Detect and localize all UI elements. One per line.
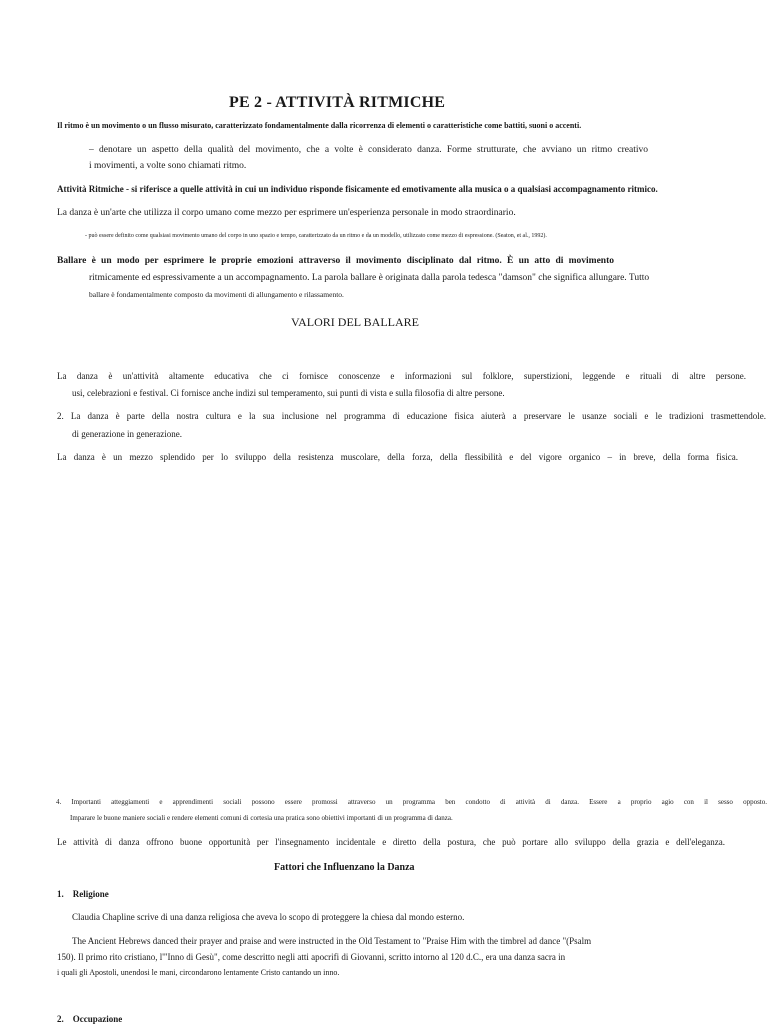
intro-paragraph: Il ritmo è un movimento o un flusso misurato, caratterizzato fondamentalmente dalla ricorrenza di elementi o caratteristiche come battiti, suoni o accenti. <box>57 121 582 130</box>
valori-item-1-line-1: La danza è un'attività altamente educativa che ci fornisce conoscenze e informazioni sul folklore, superstizioni, leggende e rituali di altre persone. <box>57 371 746 381</box>
attivita-ritmiche-definition: Attività Ritmiche - si riferisce a quelle attività in cui un individuo risponde fisicamente ed emotivamente alla musica o a qualsiasi accompagnamento ritmico. <box>57 184 658 194</box>
valori-item-5: Le attività di danza offrono buone opportunità per l'insegnamento incidentale e diretto della postura, che può portare allo sviluppo della grazia e dell'eleganza. <box>57 837 725 847</box>
danza-arte-paragraph: La danza è un'arte che utilizza il corpo umano come mezzo per esprimere un'esperienza personale in modo straordinario. <box>57 208 516 218</box>
occupazione-label: 2. Occupazione <box>57 1014 123 1024</box>
religione-label: 1. Religione <box>57 889 109 899</box>
valori-item-2-line-2: di generazione in generazione. <box>72 429 182 439</box>
valori-heading: VALORI DEL BALLARE <box>291 315 419 329</box>
page-title: PE 2 - ATTIVITÀ RITMICHE <box>229 94 446 111</box>
valori-item-2-line-1: 2. La danza è parte della nostra cultura e la sua inclusione nel programma di educazione fisica aiuterà a preservare le usanze sociali e le tradizioni trasmettendole. <box>57 411 766 421</box>
valori-item-4-line-1: 4. Importanti atteggiamenti e apprendimenti sociali possono essere promossi attraverso un programma ben condotto di attività di danza. Essere a proprio agio con il sesso opposto. <box>56 798 767 806</box>
rhythm-definition-line-2: i movimenti, a volte sono chiamati ritmo. <box>89 161 247 171</box>
valori-item-1-line-2: usi, celebrazioni e festival. Ci fornisce anche indizi sul temperamento, sui punti di vista e sulla filosofia di altre persone. <box>72 388 505 398</box>
ballare-line-2: ritmicamente ed espressivamente a un accompagnamento. La parola ballare è originata dalla parola tedesca "damson" che significa allungare. Tutto <box>89 273 650 283</box>
danza-definition-note: - può essere definito come qualsiasi movimento umano del corpo in uno spazio e tempo, caratterizzato da un ritmo e da un modello, utilizzato come mezzo di espressione. (Seaton, et al., 1992). <box>85 233 547 239</box>
fattori-heading: Fattori che Influenzano la Danza <box>274 862 415 873</box>
religione-paragraph-1: Claudia Chapline scrive di una danza religiosa che aveva lo scopo di proteggere la chiesa dal mondo esterno. <box>72 912 465 922</box>
valori-item-4-line-2: Imparare le buone maniere sociali e rendere elementi comuni di cortesia una pratica sono obiettivi importanti di un programma di danza. <box>70 814 453 822</box>
ballare-line-1: Ballare è un modo per esprimere le proprie emozioni attraverso il movimento disciplinato dal ritmo. È un atto di movimento <box>57 256 614 266</box>
valori-item-3: La danza è un mezzo splendido per lo sviluppo della resistenza muscolare, della forza, della flessibilità e del vigore organico – in breve, della forma fisica. <box>57 452 738 462</box>
religione-paragraph-2-line-2: 150). Il primo rito cristiano, l'"Inno di Gesù", come descritto negli atti apocrifi di Giovanni, scritto intorno al 120 d.C., era una danza sacra in <box>57 952 566 962</box>
religione-paragraph-2-line-3: i quali gli Apostoli, unendosi le mani, circondarono lentamente Cristo cantando un inno. <box>57 968 340 977</box>
ballare-line-3: ballare è fondamentalmente composto da movimenti di allungamento e rilassamento. <box>89 290 344 299</box>
religione-paragraph-2-line-1: The Ancient Hebrews danced their prayer and praise and were instructed in the Old Testament to "Praise Him with the timbrel ad dance "(Psalm <box>72 936 592 946</box>
rhythm-definition-line-1: – denotare un aspetto della qualità del movimento, che a volte è considerato danza. Forme strutturate, che avviano un ritmo creativo <box>89 145 648 155</box>
